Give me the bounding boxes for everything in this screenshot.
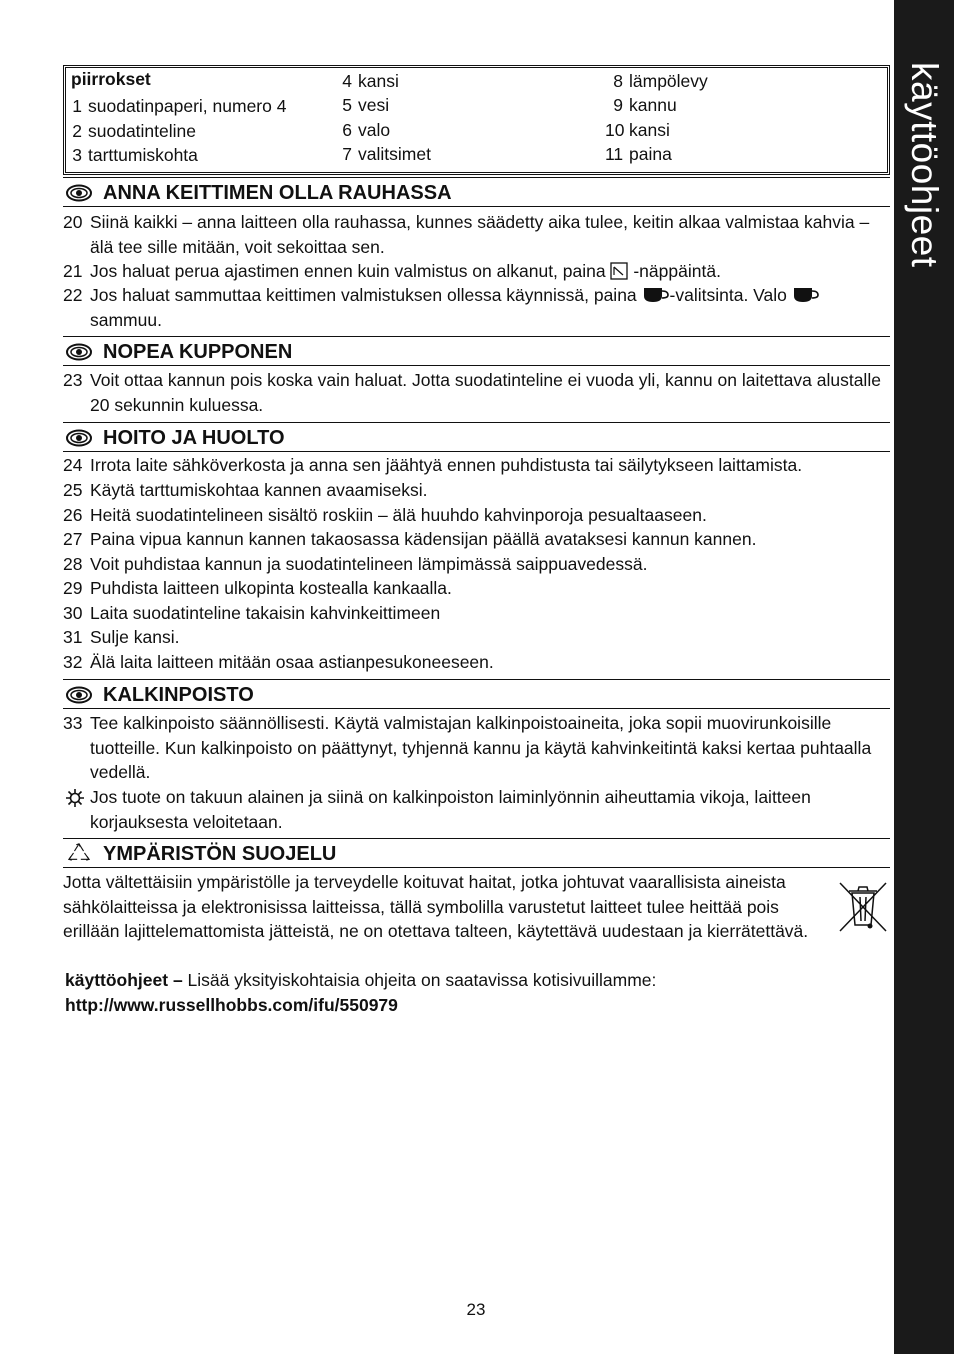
parts-item: 1 suodatinpaperi, numero 4 <box>72 96 287 116</box>
parts-item: 9 kannu <box>613 95 677 115</box>
more-info-line <box>65 968 825 993</box>
eye-icon <box>65 685 93 705</box>
more-info-text: Lisää yksityiskohtaisia ohjeita on saatavissa kotisivuillamme: <box>182 970 657 990</box>
section-title: HOITO JA HUOLTO <box>103 427 285 449</box>
parts-item: 6 valo <box>342 120 391 140</box>
section-header <box>63 679 890 709</box>
section-title: ANNA KEITTIMEN OLLA RAUHASSA <box>103 182 452 204</box>
section-header <box>63 422 890 452</box>
cup-icon <box>792 286 820 304</box>
website-link[interactable]: http://www.russellhobbs.com/ifu/550979 <box>65 995 398 1015</box>
parts-item: 4 kansi <box>342 71 399 91</box>
eye-icon <box>65 342 93 362</box>
parts-item: 10 kansi <box>605 120 670 140</box>
side-tab-title: käyttöohjeet <box>904 62 945 268</box>
more-info-label: käyttöohjeet – <box>65 970 183 990</box>
eye-icon <box>65 428 93 448</box>
parts-item: 5 vesi <box>342 95 390 115</box>
parts-item: 7 valitsimet <box>342 144 431 164</box>
page-number: 23 <box>466 1300 486 1319</box>
section-title: YMPÄRISTÖN SUOJELU <box>103 843 337 865</box>
section-header <box>63 336 890 366</box>
parts-title: piirrokset <box>71 69 151 89</box>
section-header <box>63 838 890 868</box>
side-tab <box>894 0 954 1354</box>
parts-item: 2 suodatinteline <box>72 121 196 141</box>
parts-item: 11 paina <box>605 144 672 164</box>
timer-button-icon <box>610 262 628 280</box>
parts-item: 3 tarttumiskohta <box>72 145 198 165</box>
parts-item: 8 lämpölevy <box>613 71 708 91</box>
parts-legend-box <box>63 65 890 175</box>
section-header <box>63 177 890 207</box>
warning-sun-icon <box>63 788 87 808</box>
environment-text: Jotta vältettäisiin ympäristölle ja terveydelle koituvat haitat, jotka johtuvat vaarallisista aineista sähkölaitteissa ja elektronisissa laitteissa, tällä symbolilla varustetut laitteet tulee heittää pois erillään lajittelemattomista jätteistä, ne on otettava talteen, käytettävä uudestaan ja kierrätettävä. <box>63 872 809 942</box>
section-title: KALKINPOISTO <box>103 684 254 706</box>
cup-icon <box>642 286 670 304</box>
eye-icon <box>65 183 93 203</box>
crossed-out-bin-icon <box>838 881 888 933</box>
recycle-icon <box>65 842 93 862</box>
section-title: NOPEA KUPPONEN <box>103 341 293 363</box>
